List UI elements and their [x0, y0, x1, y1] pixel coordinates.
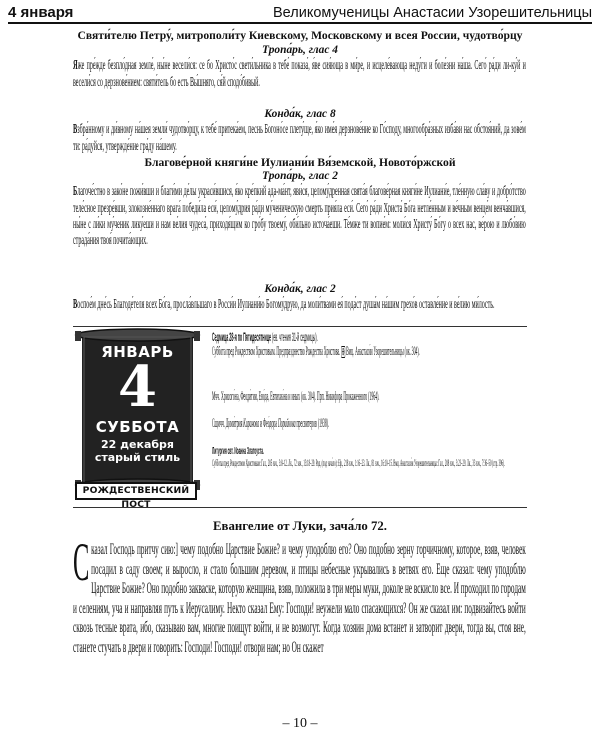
calendar-old-style [74, 438, 201, 464]
liturgy-line [212, 445, 517, 458]
commemoration-2 [212, 390, 517, 404]
troparion-text-1 [73, 57, 526, 90]
line2: Мчч. Хрисого́на, Феоди́тии, Ево́да, Евтихиа́на и иных (ок. 304). Прп. Никифора Прокаженного (1964). [212, 389, 380, 403]
readings1-b: Гал., 205 зач., 3:8–12. Лк., 72 зач., 13:18–29. [261, 459, 316, 469]
troparion-body-1: же пре́жде безпло́дная земле́, ны́не весели́ся: се бо Христо́с свети́льника в тебе́ показа́, я́ве сия́юща в ми́ре, и исцеле́вающа неду́ги и боле́зни на́ша. Сего́ ра́ди ли-ку́й и весели́ся со дерзнове́нием: святи́тель бо есть Вы́шняго, ся́й сподо́бивый. [73, 57, 526, 90]
drop-capital: В [73, 122, 78, 137]
troparion-heading-1: Тропа́рь, глас 4 [262, 44, 338, 56]
drop-capital: Б [73, 184, 78, 199]
header-title: Великомученицы Анастасии Узорешительницы [273, 5, 592, 21]
week-title [212, 331, 517, 344]
saint-heading-2: Благове́рной княги́не Иулиани́и Вя́земской, Новото́ржской [144, 156, 456, 169]
troparion-body-2: лагоче́стно в зако́не пожи́вши и благи́ми де́лы украси́вшися, я́ко кре́пкий ада-ма́нт, яви́ся, целому́дренная свята́я благове́рная княги́не Иулиани́е, тле́нную сла́ву и добро́тство теле́сное презре́вши, злокозне́ннаго врага́ победи́ла еси́, целому́дрия ра́ди му́ченическую смерть прия́ла еси́. Сего́ ра́ди Христа́ Бо́га нетле́нным и ве́чным венце́м венча́вшися, ны́не с ли́ки му́ченик лику́еши и нам ве́лия чудеса́, приходя́щим ко гро́бу твоему́, оби́льно источа́еши. Те́мже ти вопие́м: моли́ся Христу́ Бо́гу о всех нас, ве́рою и любо́вию страда́ния твоя́ почита́ющих. [73, 183, 526, 248]
week-note: (ев. чтения 31-й седмицы). [272, 330, 318, 344]
line3-a: Сщмчч. Дими́трия [212, 416, 244, 430]
line3-e: пресвитеров (1938). [295, 416, 330, 430]
header-date: 4 января [8, 4, 74, 21]
gospel-drop-capital: С [73, 532, 90, 592]
page-number: – 10 – [282, 716, 318, 731]
saint-heading-1: Святи́телю Петру́, митрополи́ту Киевскому, Московскому и всея России, чудотво́рцу [77, 29, 523, 42]
calendar-month: ЯНВАРЬ [101, 343, 174, 361]
week-title-text: Седмица 28-я по Пятидесятнице [212, 330, 271, 344]
section-divider-2 [73, 507, 527, 508]
line1-symbol: Вмц. Анастаси́и Узорешительницы (ок. 304). [346, 344, 420, 358]
readings2-b: (под зача́ло): Еф., 218 зач., 1:16–23. Лк., 81 зач., 16:10–15. [321, 459, 394, 469]
running-header [8, 0, 592, 24]
week-title-line [212, 331, 517, 344]
kontakion-heading-1: Конда́к, глас 8 [264, 108, 336, 120]
drop-capital: Я [73, 58, 78, 73]
kontakion-body-1: збра́нному и ди́вному на́шея земли́ чудотво́рцу, к тебе́ притека́ем, песнь Богоно́се плету́ще, я́ко име́я дерзнове́ние ко Го́споду, многообра́зных изба́ви нас обстоя́ний, да зове́м ти: ра́дуйся, утвержде́ние гра́ду на́шему. [73, 121, 526, 154]
gospel-body: казал Господь притчу сию:] чему подобно Царствие Божие? и чему уподоблю его? Оно подобно зерну горчичному, которое, взяв, человек посадил в саду своем; и выросло, и стало большим деревом, и птицы небесные укрывались в ветвях его. Еще сказал: чему уподоблю Царствие Божие? Оно подобно закваске, которую женщина, взяв, положила в три меры муки, доколе не вскисло все. И проходил по городам и селениям, уча и направляя путь к Иерусалиму. Некто сказал Ему: Господи! неужели мало спасающихся? Он же сказал им: подвизайтесь войти сквозь тесные врата, ибо, сказываю вам, многие поищут войти, и не возмогут. Когда хозяин дома встанет и затворит двери, тогда вы, стоя вне, станете стучать в двери и говорить: Господи! Господи! отвори нам; но Он скажет [73, 541, 526, 656]
old-date: 22 декабря [101, 438, 174, 451]
kontakion-body-2: оспое́м дне́сь Благоде́теля всех Бо́га, просла́вльшаго в Росси́и Иулиани́ю Богому́друю, да моли́твами ея́ пода́ст душа́м на́шим грехо́в оставле́ние и ве́лию ми́лость. [77, 296, 495, 311]
commemoration-3 [212, 417, 517, 431]
line3-c: и Фео́дора [258, 416, 278, 430]
liturgy: Литургия свт. Иоанна Златоуста. [212, 445, 264, 457]
gospel-title: Евангелие от Луки, зача́ло 72. [213, 519, 387, 533]
calendar-weekday: СУББОТА [95, 418, 180, 436]
readings2-d: Гал., 208 зач., 3:23–29. Лк., 33 зач., 7:36–50 (стр. 396). [438, 459, 505, 469]
drop-capital: В [73, 297, 78, 312]
line3-d: Порийкова [277, 416, 296, 430]
readings2-c: Вмц. Анастаси́и Узорешительницы: [393, 459, 439, 469]
readings2-a: Рвд. [315, 459, 322, 469]
kontakion-text-2 [73, 296, 526, 313]
commemoration-1-text [212, 345, 517, 359]
line3-b: Киранова [243, 416, 259, 430]
kontakion-text-1 [73, 121, 526, 154]
gospel-text [73, 532, 526, 658]
calendar-scroll [74, 327, 201, 498]
commemoration-1 [212, 345, 517, 359]
troparion-heading-2: Тропа́рь, глас 2 [262, 170, 338, 182]
readings1-a: Субботы пред Рождеством Христовым: [212, 459, 262, 469]
readings-block [212, 459, 517, 470]
old-style-label: старый стиль [94, 451, 181, 464]
line3 [212, 417, 517, 431]
fast-badge: РОЖДЕСТВЕНСКИЙ ПОСТ [75, 482, 197, 500]
line1: Суббота пред Рождеством Христовым. Предпразднество Рождества Христова. [212, 344, 341, 358]
calendar-day: 4 [118, 354, 157, 420]
kontakion-heading-2: Конда́к, глас 2 [264, 283, 336, 295]
polyeleos-icon: ⊕ [341, 345, 345, 358]
troparion-text-2 [73, 183, 526, 248]
